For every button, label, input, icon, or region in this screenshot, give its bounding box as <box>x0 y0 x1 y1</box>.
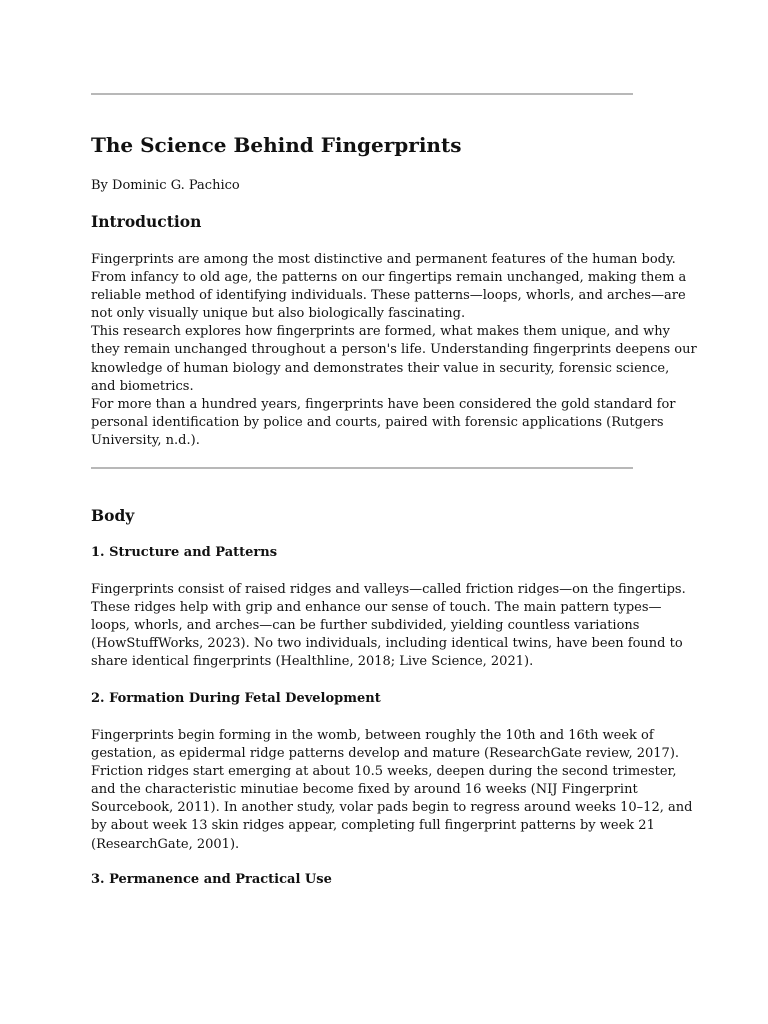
introduction-heading: Introduction <box>91 212 202 231</box>
formation-line: Sourcebook, 2011). In another study, volar pads begin to regress around weeks 10–12, and <box>91 800 693 816</box>
formation-paragraph <box>91 727 692 854</box>
intro-line: and biometrics. <box>91 378 194 394</box>
intro-line: University, n.d.). <box>91 432 200 448</box>
structure-line: (HowStuffWorks, 2023). No two individuals, including identical twins, have been found to <box>91 636 683 652</box>
intro-line: they remain unchanged throughout a person's life. Understanding fingerprints deepens our <box>91 342 697 358</box>
structure-paragraph <box>91 581 686 671</box>
structure-line: Fingerprints consist of raised ridges and valleys—called friction ridges—on the fingertips. <box>91 582 686 597</box>
introduction-text <box>91 251 697 450</box>
formation-line: and the characteristic minutiae become fixed by around 16 weeks (NIJ Fingerprint <box>91 782 638 798</box>
formation-line: gestation, as epidermal ridge patterns develop and mature (ResearchGate review, 2017). <box>91 746 680 762</box>
structure-line: share identical fingerprints (Healthline, 2018; Live Science, 2021). <box>91 654 534 670</box>
section-heading-permanence: 3. Permanence and Practical Use <box>91 872 332 887</box>
intro-line: reliable method of identifying individuals. These patterns—loops, whorls, and arches—are <box>91 288 686 304</box>
intro-line: personal identification by police and courts, paired with forensic applications (Rutgers <box>91 414 664 430</box>
top-horizontal-rule <box>91 93 633 95</box>
section-heading-formation: 2. Formation During Fetal Development <box>91 691 381 706</box>
intro-line: From infancy to old age, the patterns on our fingertips remain unchanged, making them a <box>91 270 687 286</box>
structure-line: loops, whorls, and arches—can be further subdivided, yielding countless variations <box>91 618 640 634</box>
section-horizontal-rule <box>91 467 633 469</box>
formation-line: (ResearchGate, 2001). <box>91 836 240 852</box>
intro-line: not only visually unique but also biologically fascinating. <box>91 306 466 322</box>
formation-line: Friction ridges start emerging at about 10.5 weeks, deepen during the second trimester, <box>91 764 677 780</box>
intro-line: This research explores how fingerprints are formed, what makes them unique, and why <box>91 324 670 340</box>
author-byline: By Dominic G. Pachico <box>91 178 240 193</box>
formation-line: by about week 13 skin ridges appear, completing full fingerprint patterns by week 21 <box>91 818 655 834</box>
document-title: The Science Behind Fingerprints <box>91 133 462 157</box>
body-heading: Body <box>91 506 135 525</box>
intro-line: For more than a hundred years, fingerprints have been considered the gold standard for <box>91 396 676 412</box>
section-heading-structure: 1. Structure and Patterns <box>91 545 278 560</box>
formation-line: Fingerprints begin forming in the womb, between roughly the 10th and 16th week of <box>91 728 654 743</box>
intro-line: knowledge of human biology and demonstrates their value in security, forensic science, <box>91 360 670 376</box>
intro-line: Fingerprints are among the most distinctive and permanent features of the human body. <box>91 252 676 267</box>
structure-line: These ridges help with grip and enhance our sense of touch. The main pattern types— <box>91 600 662 616</box>
